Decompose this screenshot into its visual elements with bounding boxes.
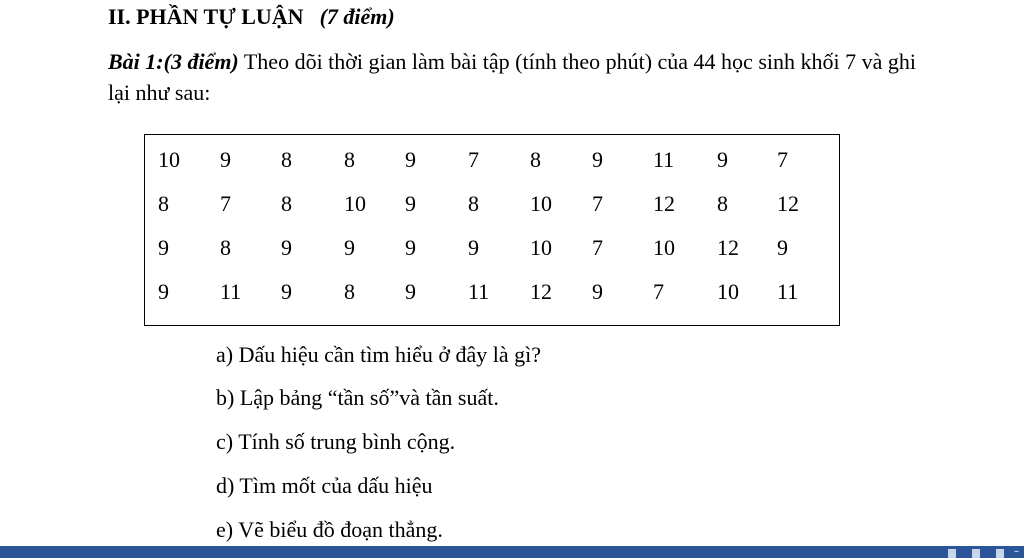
table-cell: 9: [158, 235, 169, 260]
question-b: b) Lập bảng “tần số”và tần suất.: [216, 385, 499, 410]
table-cell: 9: [592, 147, 603, 172]
table-cell: 8: [530, 147, 541, 172]
section-heading: [108, 4, 395, 30]
table-cell: 11: [777, 279, 799, 304]
table-cell: 12: [530, 279, 552, 304]
table-cell: 9: [281, 235, 292, 260]
table-cell: 9: [405, 235, 416, 260]
table-cell: 8: [158, 191, 169, 216]
table-cell: 9: [717, 147, 728, 172]
table-cell: 9: [592, 279, 603, 304]
table-cell: 10: [530, 191, 552, 216]
table-cell: 9: [468, 235, 479, 260]
table-cell: 7: [592, 235, 603, 260]
table-cell: 8: [220, 235, 231, 260]
table-cell: 10: [653, 235, 675, 260]
table-cell: 9: [344, 235, 355, 260]
question-a: a) Dấu hiệu cần tìm hiểu ở đây là gì?: [216, 342, 542, 367]
table-cell: 8: [344, 279, 355, 304]
table-cell: 9: [220, 147, 231, 172]
zoom-out-icon[interactable]: –: [1014, 546, 1019, 557]
table-cell: 9: [777, 235, 788, 260]
table-cell: 9: [281, 279, 292, 304]
table-cell: 7: [777, 147, 788, 172]
table-cell: 9: [158, 279, 169, 304]
view-icon[interactable]: [948, 549, 956, 558]
table-cell: 9: [405, 279, 416, 304]
data-table: [144, 134, 840, 326]
table-cell: 10: [158, 147, 180, 172]
table-cell: 8: [344, 147, 355, 172]
question-c: c) Tính số trung bình cộng.: [216, 429, 456, 454]
table-cell: 10: [530, 235, 552, 260]
table-cell: 12: [717, 235, 739, 260]
table-cell: 7: [592, 191, 603, 216]
table-cell: 8: [468, 191, 479, 216]
question-d: d) Tìm mốt của dấu hiệu: [216, 473, 433, 498]
table-cell: 8: [281, 147, 292, 172]
table-cell: 8: [717, 191, 728, 216]
table-cell: 12: [653, 191, 675, 216]
taskbar: [0, 546, 1024, 558]
table-cell: 7: [468, 147, 479, 172]
section-points: (7 điểm): [319, 4, 395, 29]
layout-icon[interactable]: [972, 549, 980, 558]
table-cell: 10: [717, 279, 739, 304]
table-cell: 10: [344, 191, 366, 216]
table-cell: 7: [220, 191, 231, 216]
table-cell: 11: [653, 147, 675, 172]
problem-statement: [108, 46, 928, 108]
table-cell: 9: [405, 147, 416, 172]
table-cell: 11: [220, 279, 242, 304]
table-cell: 12: [777, 191, 799, 216]
section-title: II. PHẦN TỰ LUẬN: [108, 4, 304, 29]
problem-label: Bài 1:(3 điểm): [108, 49, 239, 74]
table-cell: 11: [468, 279, 490, 304]
table-cell: 7: [653, 279, 664, 304]
table-cell: 9: [405, 191, 416, 216]
web-layout-icon[interactable]: [996, 549, 1004, 558]
problem-text: Theo dõi thời gian làm bài tập (tính theo phút) của 44 học sinh khối 7 và ghi lại như sau:: [108, 49, 916, 105]
question-e: e) Vẽ biểu đồ đoạn thẳng.: [216, 517, 443, 542]
table-cell: 8: [281, 191, 292, 216]
